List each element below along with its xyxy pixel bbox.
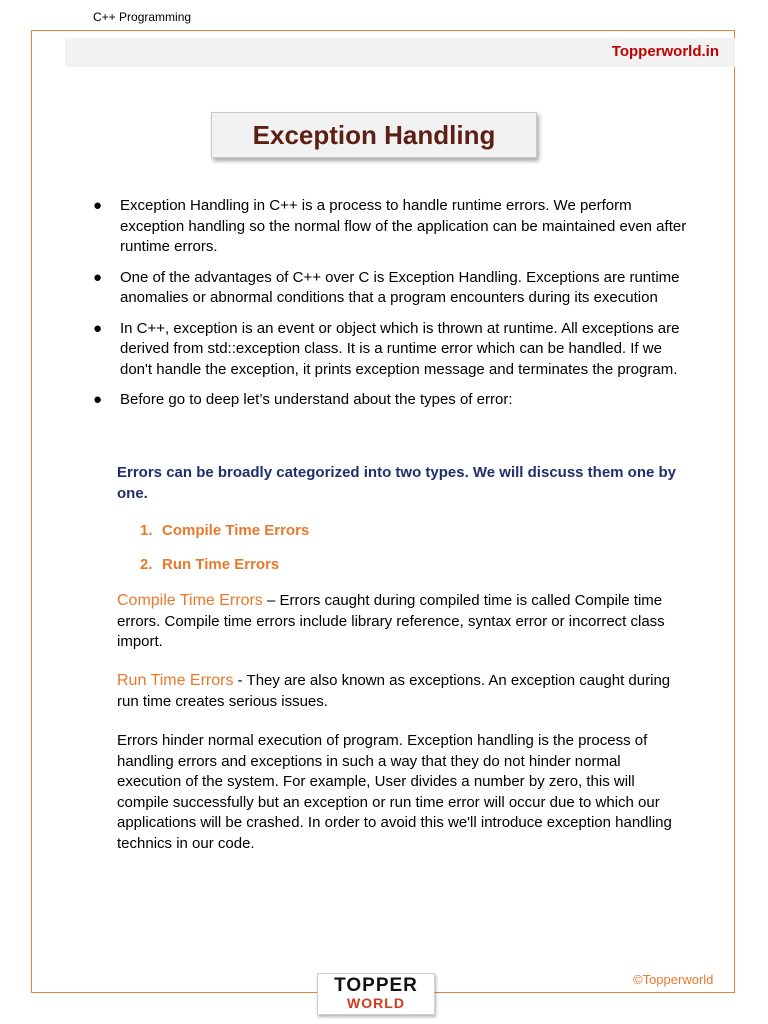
bullet-dot-icon: ● <box>93 319 103 337</box>
compile-time-term: Compile Time Errors <box>117 592 263 609</box>
bullet-item <box>89 319 689 381</box>
list-number: 2. <box>140 556 153 573</box>
title-box <box>211 112 537 158</box>
compile-time-paragraph <box>117 591 682 653</box>
error-categories-lead: Errors can be broadly categorized into two types. We will discuss them one by one. <box>117 464 677 502</box>
compile-time-definition: – Errors caught during compiled time is called Compile time errors. Compile time errors include library reference, syntax error or incorrect class import. <box>117 592 665 650</box>
bullet-text: One of the advantages of C++ over C is Exception Handling. Exceptions are runtime anomalies or abnormal conditions that a program encounters during its execution <box>120 268 680 306</box>
bullet-item <box>89 196 689 258</box>
bullet-text: Exception Handling in C++ is a process to handle runtime errors. We perform exception handling so the normal flow of the application can be maintained even after runtime errors. <box>120 197 687 255</box>
bullet-text: Before go to deep let’s understand about the types of error: <box>120 391 513 408</box>
error-type-item <box>140 521 309 555</box>
run-time-definition: - They are also known as exceptions. An exception caught during run time creates serious issues. <box>117 672 671 710</box>
bullet-dot-icon: ● <box>93 268 103 286</box>
run-time-term: Run Time Errors <box>117 672 234 689</box>
bullet-text: In C++, exception is an event or object which is thrown at runtime. All exceptions are derived from std::exception class. It is a runtime error which can be handled. If we don't handle the exception, it prints exception message and terminates the program. <box>120 319 680 378</box>
copyright-notice: ©Topperworld <box>633 972 714 987</box>
site-header-bar <box>65 38 735 67</box>
bullet-dot-icon: ● <box>93 391 103 408</box>
site-name: Topperworld.in <box>611 43 719 60</box>
error-type-label: Run Time Errors <box>162 556 280 573</box>
closing-paragraph: Errors hinder normal execution of program. Exception handling is the process of handling errors and exceptions in such a way that they do not hinder normal execution of the system. For example, User divides a number by zero, this will compile successfully but an exception or run time error will occur due to which our applications will be crashed. In order to avoid this we'll introduce exception handling technics in our code. <box>117 732 672 852</box>
list-number: 1. <box>140 522 153 539</box>
topperworld-logo <box>317 973 435 1015</box>
bullet-item <box>89 268 689 309</box>
bullet-dot-icon: ● <box>93 197 103 214</box>
bullet-item <box>89 390 689 411</box>
error-types-list <box>140 521 309 589</box>
page-title: Exception Handling <box>252 119 496 150</box>
run-time-paragraph <box>117 671 682 712</box>
logo-line-bottom: WORLD <box>347 995 405 1011</box>
logo-line-top: TOPPER <box>334 975 418 996</box>
error-type-item <box>140 555 309 589</box>
running-head: C++ Programming <box>93 10 192 24</box>
error-type-label: Compile Time Errors <box>162 522 310 539</box>
bullet-list <box>89 196 689 421</box>
